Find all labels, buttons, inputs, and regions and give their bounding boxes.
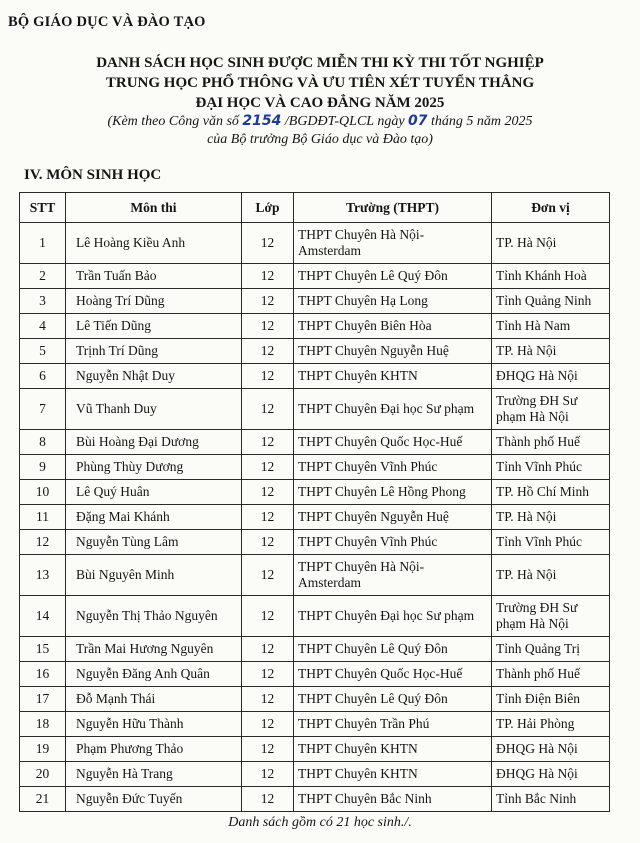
row-grade: 12 xyxy=(242,364,294,389)
row-stt: 8 xyxy=(20,430,66,455)
col-header-subject: Môn thi xyxy=(66,193,242,223)
table-header-row xyxy=(20,193,610,223)
doc-number-handwritten: 2154 xyxy=(242,113,282,129)
row-student-name: Nguyễn Đức Tuyến xyxy=(66,787,242,812)
col-header-unit: Đơn vị xyxy=(492,193,610,223)
row-school: THPT Chuyên Bắc Ninh xyxy=(294,787,492,812)
subtitle-line-1 xyxy=(0,113,640,131)
row-stt: 20 xyxy=(20,762,66,787)
title-line-2: TRUNG HỌC PHỔ THÔNG VÀ ƯU TIÊN XÉT TUYỂN THẲNG xyxy=(105,75,535,91)
row-student-name: Đặng Mai Khánh xyxy=(66,505,242,530)
table-row xyxy=(20,364,610,389)
row-student-name: Nguyễn Thị Thảo Nguyên xyxy=(66,596,242,637)
row-stt: 15 xyxy=(20,637,66,662)
document-subtitle xyxy=(0,113,640,148)
row-unit: Thành phố Huế xyxy=(492,430,610,455)
row-stt: 11 xyxy=(20,505,66,530)
row-school: THPT Chuyên KHTN xyxy=(294,737,492,762)
row-school: THPT Chuyên Đại học Sư phạm xyxy=(294,596,492,637)
row-grade: 12 xyxy=(242,505,294,530)
table-row xyxy=(20,596,610,637)
row-unit: TP. Hà Nội xyxy=(492,505,610,530)
col-header-school: Trường (THPT) xyxy=(294,193,492,223)
row-grade: 12 xyxy=(242,480,294,505)
row-student-name: Bùi Hoàng Đại Dương xyxy=(66,430,242,455)
row-grade: 12 xyxy=(242,762,294,787)
row-grade: 12 xyxy=(242,530,294,555)
row-school: THPT Chuyên Biên Hòa xyxy=(294,314,492,339)
row-stt: 7 xyxy=(20,389,66,430)
row-school: THPT Chuyên Hạ Long xyxy=(294,289,492,314)
row-school: THPT Chuyên Lê Quý Đôn xyxy=(294,264,492,289)
row-school: THPT Chuyên Lê Hồng Phong xyxy=(294,480,492,505)
row-grade: 12 xyxy=(242,314,294,339)
table-row xyxy=(20,223,610,264)
row-grade: 12 xyxy=(242,389,294,430)
table-row xyxy=(20,505,610,530)
document-title xyxy=(0,53,640,113)
col-header-stt: STT xyxy=(20,193,66,223)
row-student-name: Nguyễn Hữu Thành xyxy=(66,712,242,737)
row-school: THPT Chuyên Lê Quý Đôn xyxy=(294,637,492,662)
row-student-name: Trần Tuấn Bảo xyxy=(66,264,242,289)
row-student-name: Trần Mai Hương Nguyên xyxy=(66,637,242,662)
row-student-name: Lê Tiến Dũng xyxy=(66,314,242,339)
row-grade: 12 xyxy=(242,737,294,762)
row-student-name: Lê Hoàng Kiều Anh xyxy=(66,223,242,264)
row-unit: TP. Hà Nội xyxy=(492,555,610,596)
row-school: THPT Chuyên Vĩnh Phúc xyxy=(294,455,492,480)
student-table xyxy=(19,192,610,812)
row-grade: 12 xyxy=(242,223,294,264)
ministry-name: BỘ GIÁO DỤC VÀ ĐÀO TẠO xyxy=(8,14,206,30)
table-row xyxy=(20,264,610,289)
row-grade: 12 xyxy=(242,662,294,687)
table-row xyxy=(20,687,610,712)
row-unit: ĐHQG Hà Nội xyxy=(492,762,610,787)
row-unit: Tỉnh Vĩnh Phúc xyxy=(492,455,610,480)
row-stt: 19 xyxy=(20,737,66,762)
row-unit: Tỉnh Vĩnh Phúc xyxy=(492,530,610,555)
row-student-name: Nguyễn Đăng Anh Quân xyxy=(66,662,242,687)
row-grade: 12 xyxy=(242,289,294,314)
row-student-name: Hoàng Trí Dũng xyxy=(66,289,242,314)
row-unit: ĐHQG Hà Nội xyxy=(492,737,610,762)
table-row xyxy=(20,737,610,762)
row-school: THPT Chuyên Nguyễn Huệ xyxy=(294,339,492,364)
table-row xyxy=(20,555,610,596)
section-title: IV. MÔN SINH HỌC xyxy=(24,167,162,183)
row-stt: 16 xyxy=(20,662,66,687)
table-row xyxy=(20,455,610,480)
row-grade: 12 xyxy=(242,596,294,637)
table-row xyxy=(20,339,610,364)
title-line-1: DANH SÁCH HỌC SINH ĐƯỢC MIỄN THI KỲ THI TỐT NGHIỆP xyxy=(96,55,544,71)
row-unit: Trường ĐH Sư phạm Hà Nội xyxy=(492,389,610,430)
day-handwritten: 07 xyxy=(408,113,428,129)
table-row xyxy=(20,289,610,314)
row-unit: Tỉnh Điện Biên xyxy=(492,687,610,712)
table-row xyxy=(20,389,610,430)
row-stt: 17 xyxy=(20,687,66,712)
row-stt: 13 xyxy=(20,555,66,596)
row-student-name: Lê Quý Huân xyxy=(66,480,242,505)
row-school: THPT Chuyên Đại học Sư phạm xyxy=(294,389,492,430)
row-stt: 5 xyxy=(20,339,66,364)
row-school: THPT Chuyên Quốc Học-Huế xyxy=(294,430,492,455)
row-grade: 12 xyxy=(242,264,294,289)
row-school: THPT Chuyên KHTN xyxy=(294,364,492,389)
row-stt: 21 xyxy=(20,787,66,812)
row-unit: Tỉnh Bắc Ninh xyxy=(492,787,610,812)
row-unit: Trường ĐH Sư phạm Hà Nội xyxy=(492,596,610,637)
row-student-name: Nguyễn Hà Trang xyxy=(66,762,242,787)
row-student-name: Đỗ Mạnh Thái xyxy=(66,687,242,712)
row-grade: 12 xyxy=(242,712,294,737)
row-school: THPT Chuyên Lê Quý Đôn xyxy=(294,687,492,712)
row-stt: 2 xyxy=(20,264,66,289)
row-unit: TP. Hà Nội xyxy=(492,223,610,264)
row-unit: Tỉnh Khánh Hoà xyxy=(492,264,610,289)
row-unit: Tỉnh Quảng Trị xyxy=(492,637,610,662)
row-stt: 9 xyxy=(20,455,66,480)
row-grade: 12 xyxy=(242,555,294,596)
row-grade: 12 xyxy=(242,687,294,712)
row-school: THPT Chuyên Vĩnh Phúc xyxy=(294,530,492,555)
row-unit: Tỉnh Quảng Ninh xyxy=(492,289,610,314)
table-row xyxy=(20,430,610,455)
table-row xyxy=(20,712,610,737)
table-body xyxy=(20,223,610,812)
table-row xyxy=(20,530,610,555)
row-stt: 4 xyxy=(20,314,66,339)
row-student-name: Phạm Phương Thảo xyxy=(66,737,242,762)
row-stt: 10 xyxy=(20,480,66,505)
row-school: THPT Chuyên Nguyễn Huệ xyxy=(294,505,492,530)
row-unit: Thành phố Huế xyxy=(492,662,610,687)
title-line-3: ĐẠI HỌC VÀ CAO ĐẲNG NĂM 2025 xyxy=(195,95,445,111)
subtitle-mid: /BGDĐT-QLCL ngày xyxy=(284,114,405,129)
row-student-name: Trịnh Trí Dũng xyxy=(66,339,242,364)
row-unit: TP. Hà Nội xyxy=(492,339,610,364)
row-unit: Tỉnh Hà Nam xyxy=(492,314,610,339)
row-grade: 12 xyxy=(242,430,294,455)
row-stt: 6 xyxy=(20,364,66,389)
table-row xyxy=(20,637,610,662)
row-unit: TP. Hồ Chí Minh xyxy=(492,480,610,505)
row-stt: 18 xyxy=(20,712,66,737)
table-row xyxy=(20,787,610,812)
row-grade: 12 xyxy=(242,339,294,364)
row-grade: 12 xyxy=(242,455,294,480)
subtitle-prefix: (Kèm theo Công văn số xyxy=(107,114,239,129)
table-row xyxy=(20,314,610,339)
row-student-name: Vũ Thanh Duy xyxy=(66,389,242,430)
table-row xyxy=(20,662,610,687)
row-stt: 12 xyxy=(20,530,66,555)
row-school: THPT Chuyên Hà Nội-Amsterdam xyxy=(294,223,492,264)
row-school: THPT Chuyên Trần Phú xyxy=(294,712,492,737)
row-unit: TP. Hải Phòng xyxy=(492,712,610,737)
footer-note: Danh sách gồm có 21 học sinh./. xyxy=(228,815,412,830)
row-unit: ĐHQG Hà Nội xyxy=(492,364,610,389)
row-school: THPT Chuyên Quốc Học-Huế xyxy=(294,662,492,687)
subtitle-line-2: của Bộ trưởng Bộ Giáo dục và Đào tạo) xyxy=(207,131,433,147)
row-stt: 1 xyxy=(20,223,66,264)
table-row xyxy=(20,762,610,787)
row-student-name: Nguyễn Tùng Lâm xyxy=(66,530,242,555)
subtitle-suffix: tháng 5 năm 2025 xyxy=(431,114,533,129)
row-grade: 12 xyxy=(242,637,294,662)
row-student-name: Nguyễn Nhật Duy xyxy=(66,364,242,389)
row-student-name: Phùng Thùy Dương xyxy=(66,455,242,480)
row-school: THPT Chuyên KHTN xyxy=(294,762,492,787)
col-header-grade: Lớp xyxy=(242,193,294,223)
row-stt: 14 xyxy=(20,596,66,637)
table-row xyxy=(20,480,610,505)
row-stt: 3 xyxy=(20,289,66,314)
row-school: THPT Chuyên Hà Nội-Amsterdam xyxy=(294,555,492,596)
row-grade: 12 xyxy=(242,787,294,812)
row-student-name: Bùi Nguyên Minh xyxy=(66,555,242,596)
